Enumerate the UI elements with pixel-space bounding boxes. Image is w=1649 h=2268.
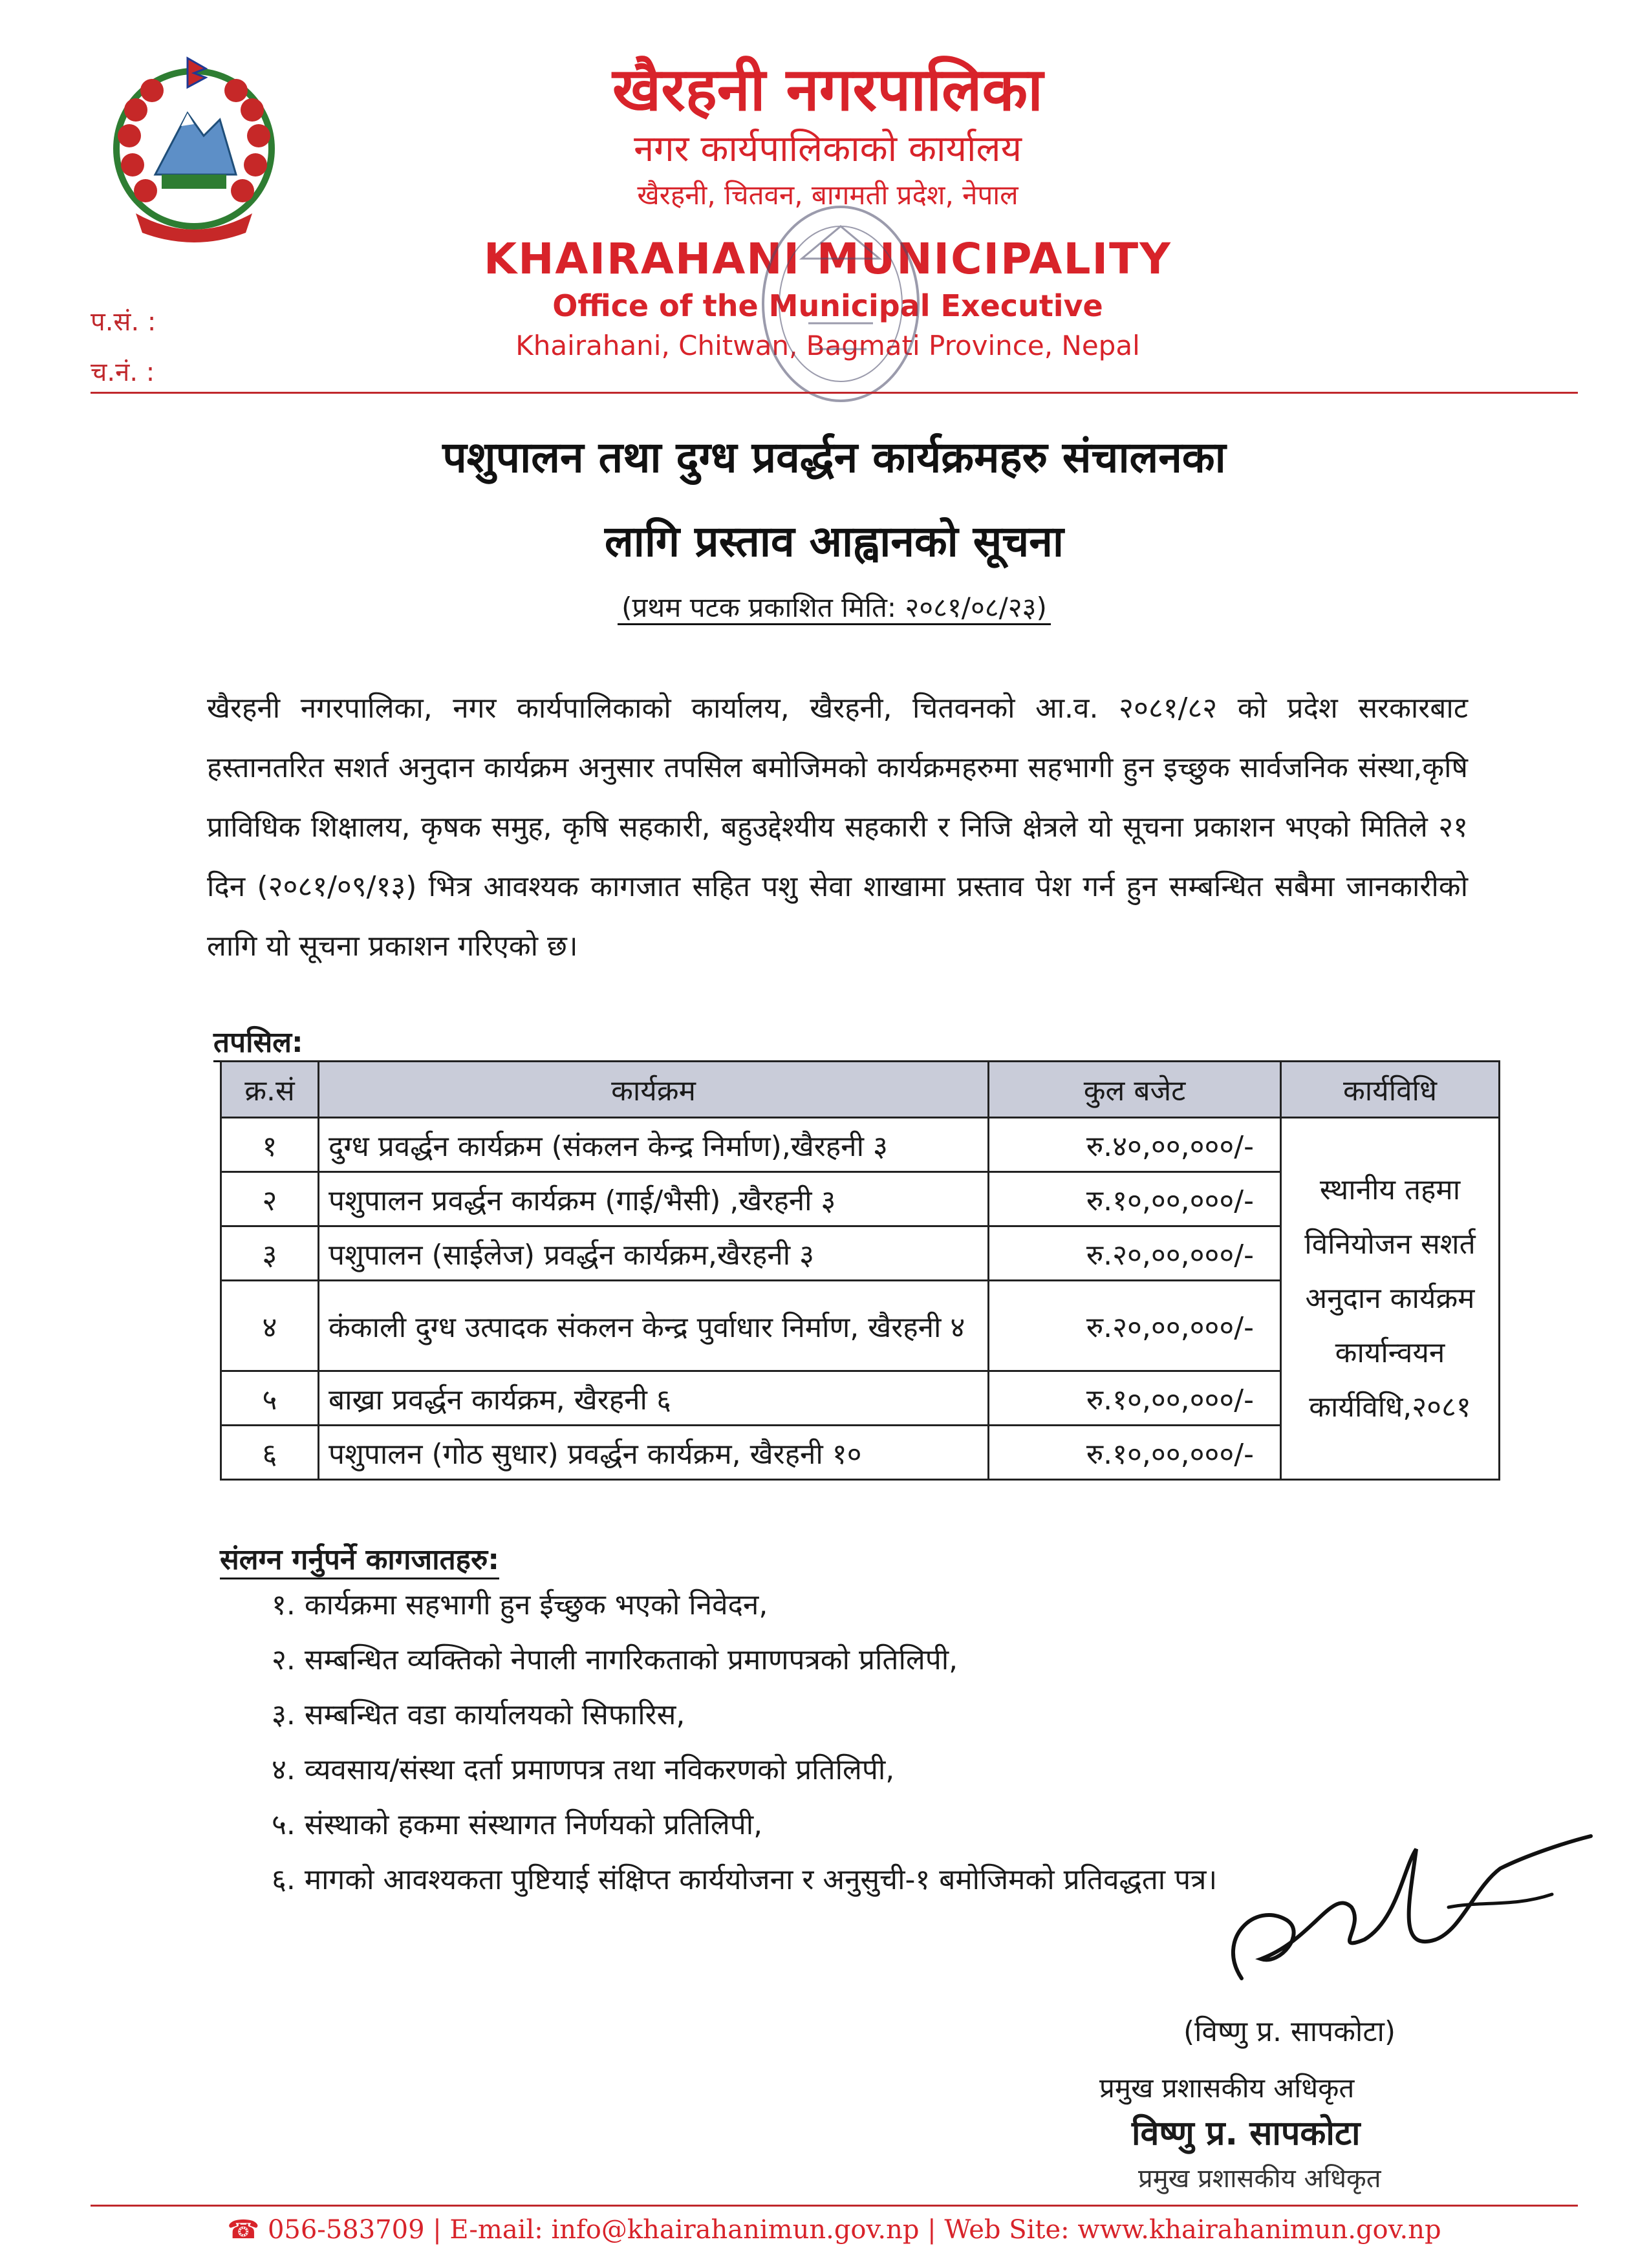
- list-item: ५. संस्थाको हकमा संस्थागत निर्णयको प्रतिलिपी,: [272, 1808, 763, 1841]
- row-budget: रु.१०,००,०००/-: [989, 1371, 1281, 1426]
- row-program: पशुपालन प्रवर्द्धन कार्यक्रम (गाई/भैसी) ,खैरहनी ३: [319, 1172, 989, 1226]
- details-heading: तपसिल:: [213, 1022, 303, 1062]
- signatory-stamp-title: प्रमुख प्रशासकीय अधिकृत: [1138, 2164, 1381, 2194]
- row-sn: ४: [221, 1281, 319, 1371]
- col-header-program: कार्यक्रम: [319, 1062, 989, 1118]
- address-en: Khairahani, Chitwan, Bagmati Province, Nepal: [515, 330, 1140, 361]
- col-header-method: कार्यविधि: [1281, 1062, 1500, 1118]
- program-table: [220, 1060, 1500, 1481]
- row-budget: रु.४०,००,०००/-: [989, 1118, 1281, 1172]
- footer-divider: [91, 2205, 1578, 2207]
- publish-date: (प्रथम पटक प्रकाशित मिति: २०८१/०८/२३): [91, 588, 1578, 625]
- notice-paragraph: खैरहनी नगरपालिका, नगर कार्यपालिकाको कार्यालय, खैरहनी, चितवनको आ.व. २०८१/८२ को प्रदेश सरकारबाट हस्तानतरित सशर्त अनुदान कार्यक्रम अनुसार तपसिल बमोजिमको कार्यक्रमहरुमा सहभागी हुन इच्छुक सार्वजनिक संस्था,कृषि प्राविधिक शिक्षालय, कृषक समुह, कृषि सहकारी, बहुउद्देश्यीय सहकारी र निजि क्षेत्रले यो सूचना प्रकाशन भएको मितिले २१ दिन (२०८१/०९/१३) भित्र आवश्यक कागजात सहित पशु सेवा शाखामा प्रस्ताव पेश गर्न हुन सम्बन्धित सबैमा जानकारीको लागि यो सूचना प्रकाशन गरिएको छ।: [207, 692, 1468, 963]
- row-budget: रु.२०,००,०००/-: [989, 1226, 1281, 1281]
- row-sn: १: [221, 1118, 319, 1172]
- row-program: पशुपालन (गोठ सुधार) प्रवर्द्धन कार्यक्रम, खैरहनी १०: [319, 1426, 989, 1480]
- row-budget: रु.२०,००,०००/-: [989, 1281, 1281, 1371]
- col-header-sn: क्र.सं: [221, 1062, 319, 1118]
- row-budget: रु.१०,००,०००/-: [989, 1426, 1281, 1480]
- signatory-title: प्रमुख प्रशासकीय अधिकृत: [1099, 2072, 1355, 2104]
- org-name-en: KHAIRAHANI MUNICIPALITY: [484, 234, 1172, 284]
- row-sn: ३: [221, 1226, 319, 1281]
- row-program: कंकाली दुग्ध उत्पादक संकलन केन्द्र पुर्वाधार निर्माण, खैरहनी ४: [319, 1281, 989, 1371]
- row-sn: २: [221, 1172, 319, 1226]
- row-sn: ५: [221, 1371, 319, 1426]
- notice-title-line2: लागि प्रस्ताव आह्वानको सूचना: [605, 517, 1064, 566]
- office-name-en: Office of the Municipal Executive: [552, 288, 1103, 323]
- address-np: खैरहनी, चितवन, बागमती प्रदेश, नेपाल: [637, 179, 1018, 211]
- header-divider: [91, 392, 1578, 394]
- list-item: १. कार्यक्रमा सहभागी हुन ईच्छुक भएको निवेदन,: [272, 1589, 768, 1621]
- row-program: पशुपालन (साईलेज) प्रवर्द्धन कार्यक्रम,खैरहनी ३: [319, 1226, 989, 1281]
- notice-title-line1: पशुपालन तथा दुग्ध प्रवर्द्धन कार्यक्रमहरु संचालनका: [442, 433, 1226, 482]
- list-item: ३. सम्बन्धित वडा कार्यालयको सिफारिस,: [272, 1698, 685, 1731]
- row-budget: रु.१०,००,०००/-: [989, 1172, 1281, 1226]
- nepal-emblem-icon: [91, 52, 297, 246]
- list-item: ४. व्यवसाय/संस्था दर्ता प्रमाणपत्र तथा नविकरणको प्रतिलिपी,: [272, 1753, 895, 1786]
- row-method: स्थानीय तहमा विनियोजन सशर्त अनुदान कार्यक्रम कार्यान्वयन कार्यविधि,२०८१: [1281, 1118, 1500, 1480]
- signature-icon: [1203, 1810, 1604, 2004]
- table-header-row: [221, 1062, 1500, 1118]
- row-program: दुग्ध प्रवर्द्धन कार्यक्रम (संकलन केन्द्र निर्माण),खैरहनी ३: [319, 1118, 989, 1172]
- table-row: [221, 1118, 1500, 1172]
- dispatch-number-label: च.नं. :: [91, 358, 155, 387]
- org-name-np: खैरहनी नगरपालिका: [612, 55, 1043, 124]
- office-name-np: नगर कार्यपालिकाको कार्यालय: [634, 128, 1022, 170]
- signatory-name: (विष्णु प्र. सापकोटा): [1183, 2015, 1396, 2048]
- office-seal-icon: [744, 175, 938, 433]
- row-program: बाख्रा प्रवर्द्धन कार्यक्रम, खैरहनी ६: [319, 1371, 989, 1426]
- footer-contact: ☎ 056-583709 | E-mail: info@khairahanimun.gov.np | Web Site: www.khairahanimun.gov.np: [227, 2215, 1441, 2245]
- documents-heading: संलग्न गर्नुपर्ने कागजातहरु:: [220, 1539, 499, 1579]
- signatory-stamp-name: विष्णु प्र. सापकोटा: [1132, 2114, 1361, 2153]
- list-item: ६. मागको आवश्यकता पुष्टियाई संक्षिप्त कार्ययोजना र अनुसुची-१ बमोजिमको प्रतिवद्धता पत्र।: [272, 1863, 1218, 1896]
- letter-number-label: प.सं. :: [91, 307, 156, 337]
- row-sn: ६: [221, 1426, 319, 1480]
- list-item: २. सम्बन्धित व्यक्तिको नेपाली नागरिकताको प्रमाणपत्रको प्रतिलिपी,: [272, 1643, 958, 1676]
- col-header-budget: कुल बजेट: [989, 1062, 1281, 1118]
